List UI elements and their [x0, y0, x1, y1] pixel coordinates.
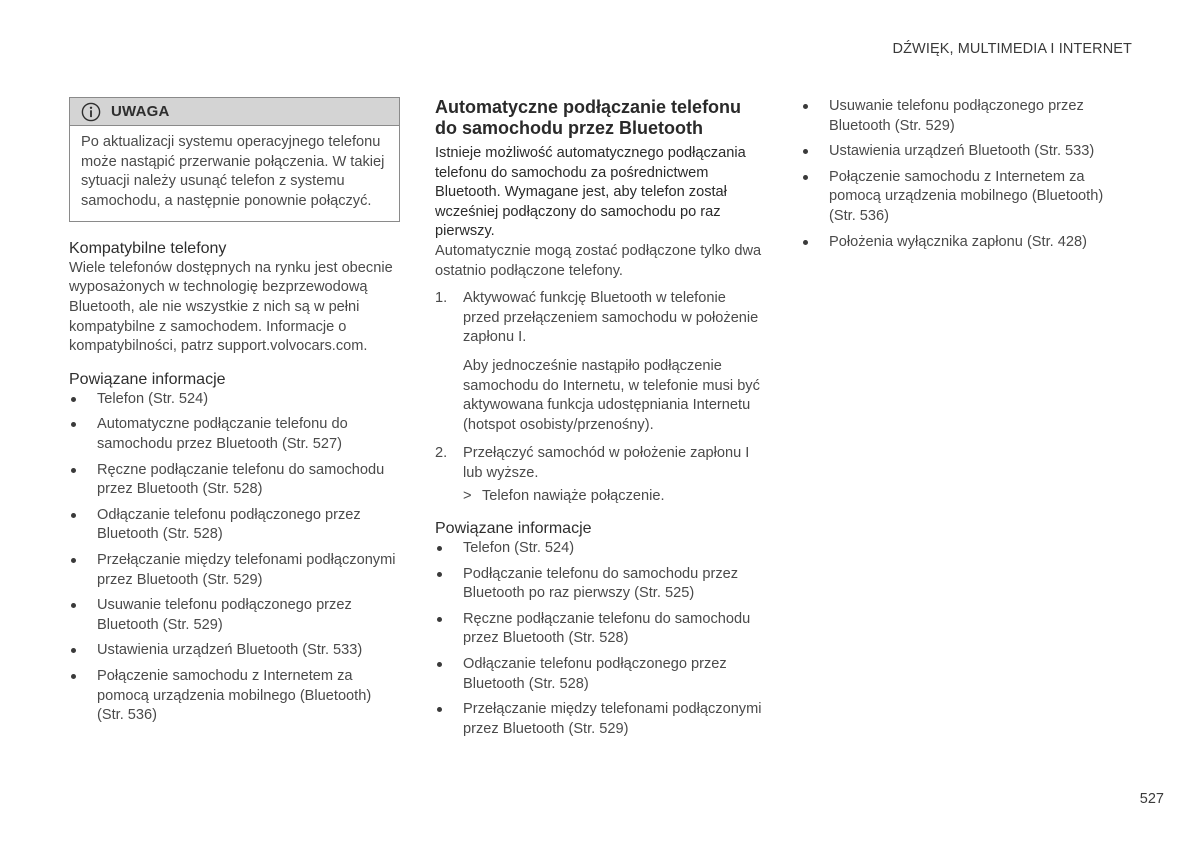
related-link[interactable]: Ustawienia urządzeń Bluetooth (Str. 533) — [69, 641, 400, 661]
left-column — [69, 97, 400, 732]
step-text: Aktywować funkcję Bluetooth w telefonie przed przełączeniem samochodu w położenie zapłonu I. — [463, 290, 759, 346]
related-link[interactable]: Usuwanie telefonu podłączonego przez Bluetooth (Str. 529) — [69, 596, 400, 635]
result-text: Telefon nawiąże połączenie. — [482, 487, 665, 504]
related-link[interactable]: Usuwanie telefonu podłączonego przez Bluetooth (Str. 529) — [801, 97, 1132, 136]
related-link[interactable]: Ręczne podłączanie telefonu do samochodu przez Bluetooth (Str. 528) — [435, 610, 766, 649]
related-link[interactable]: Połączenie samochodu z Internetem za pomocą urządzenia mobilnego (Bluetooth) (Str. 536) — [69, 667, 400, 726]
step-number: 1. — [435, 290, 448, 307]
step-note: Aby jednocześnie nastąpiło podłączenie samochodu do Internetu, w telefonie musi być aktywowana funkcja udostępniania Internetu (hotspot osobisty/przenośny). — [463, 357, 760, 433]
related-link[interactable]: Położenia wyłącznika zapłonu (Str. 428) — [801, 233, 1132, 253]
right-column — [801, 97, 1132, 258]
related-link[interactable]: Ustawienia urządzeń Bluetooth (Str. 533) — [801, 142, 1132, 162]
intro-text: Automatycznie mogą zostać podłączone tylko dwa ostatnio podłączone telefony. — [435, 242, 762, 279]
related-link[interactable]: Połączenie samochodu z Internetem za pomocą urządzenia mobilnego (Bluetooth) (Str. 536) — [801, 168, 1132, 227]
related-list — [435, 539, 766, 739]
step-2 — [435, 444, 766, 506]
warning-note — [69, 97, 400, 222]
page-number: 527 — [1139, 791, 1164, 807]
section-header: DŹWIĘK, MULTIMEDIA I INTERNET — [892, 41, 1132, 57]
related-link[interactable]: Odłączanie telefonu podłączonego przez Bluetooth (Str. 528) — [435, 655, 766, 694]
related-link[interactable]: Telefon (Str. 524) — [435, 539, 766, 559]
middle-column — [435, 97, 766, 745]
step-number: 2. — [435, 445, 448, 462]
step-text: Przełączyć samochód w położenie zapłonu I lub wyższe. — [463, 445, 750, 481]
related-link[interactable]: Podłączanie telefonu do samochodu przez Bluetooth po raz pierwszy (Str. 525) — [435, 565, 766, 604]
related-link[interactable]: Automatyczne podłączanie telefonu do samochodu przez Bluetooth (Str. 527) — [69, 415, 400, 454]
related-list-continued — [801, 97, 1132, 252]
info-icon — [81, 102, 111, 122]
steps-list — [435, 289, 766, 506]
related-list — [69, 390, 400, 726]
related-heading: Powiązane informacje — [435, 520, 592, 538]
compatible-heading: Kompatybilne telefony — [69, 239, 227, 257]
note-title: UWAGA — [111, 102, 170, 120]
auto-connect-heading: Automatyczne podłączanie telefonu do samochodu przez Bluetooth — [435, 97, 742, 138]
result-arrow: > — [463, 487, 472, 504]
related-link[interactable]: Przełączanie między telefonami podłączonymi przez Bluetooth (Str. 529) — [69, 551, 400, 590]
note-text: Po aktualizacji systemu operacyjnego telefonu może nastąpić przerwanie połączenia. W takiej sytuacji należy usunąć telefon z systemu samochodu, a następnie ponownie połączyć. — [81, 134, 385, 210]
note-header — [70, 98, 399, 126]
step-result — [463, 487, 766, 507]
related-link[interactable]: Ręczne podłączanie telefonu do samochodu przez Bluetooth (Str. 528) — [69, 461, 400, 500]
step-1 — [435, 289, 766, 435]
intro-bold-text: Istnieje możliwość automatycznego podłączania telefonu do samochodu za pośrednictwem Bluetooth. Wymagane jest, aby telefon został wcześniej podłączony do samochodu po raz pierwszy. — [435, 145, 746, 240]
related-link[interactable]: Odłączanie telefonu podłączonego przez Bluetooth (Str. 528) — [69, 506, 400, 545]
related-link[interactable]: Przełączanie między telefonami podłączonymi przez Bluetooth (Str. 529) — [435, 700, 766, 739]
related-link[interactable]: Telefon (Str. 524) — [69, 390, 400, 410]
related-heading: Powiązane informacje — [69, 370, 226, 388]
compatible-text: Wiele telefonów dostępnych na rynku jest obecnie wyposażonych w technologię bezprzewodową Bluetooth, ale nie wszystkie z nich są w pełni kompatybilne z samochodem. Informacje o kompatybilności, patrz support.volvocars.com. — [69, 259, 393, 355]
